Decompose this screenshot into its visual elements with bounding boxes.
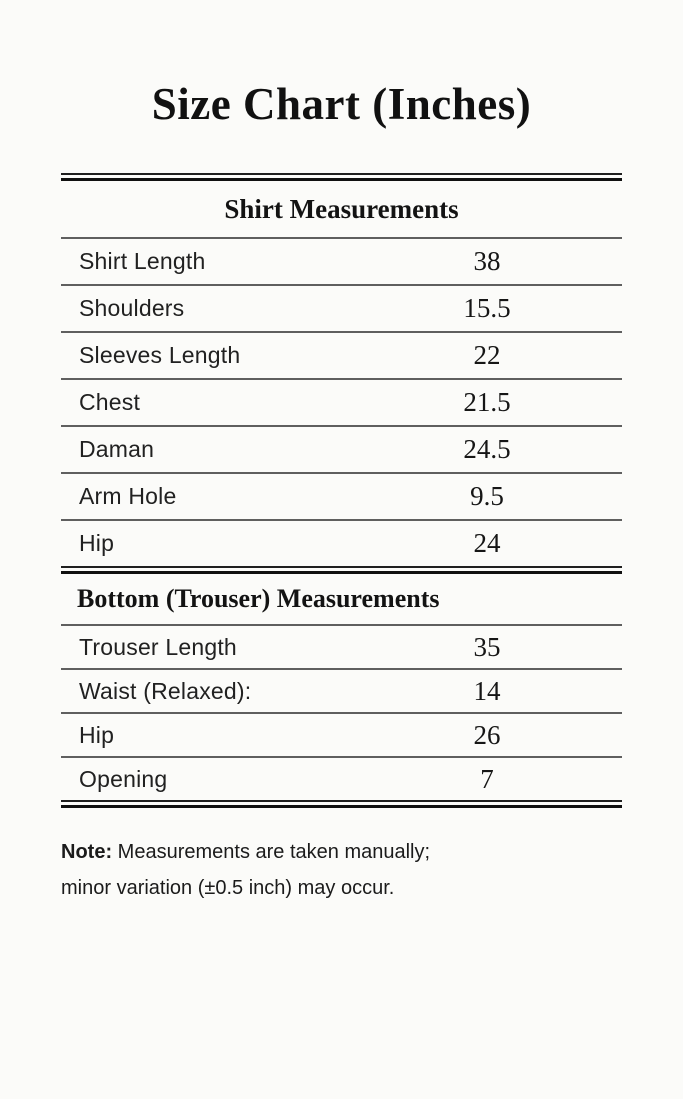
table-row-waist-relaxed bbox=[61, 670, 622, 712]
table-row-shirt-hip bbox=[61, 521, 622, 566]
row-value: 7 bbox=[480, 763, 494, 794]
divider-double-middle bbox=[61, 566, 622, 574]
table-row-shoulders bbox=[61, 286, 622, 331]
divider-line-thick bbox=[61, 805, 622, 808]
row-value: 38 bbox=[473, 246, 501, 276]
table-row-chest bbox=[61, 380, 622, 425]
page-title: Size Chart (Inches) bbox=[151, 79, 532, 129]
shirt-section-header: Shirt Measurements bbox=[224, 194, 459, 224]
row-value: 24 bbox=[473, 528, 501, 558]
row-label: Trouser Length bbox=[79, 633, 237, 660]
row-label: Daman bbox=[79, 436, 155, 462]
table-row-sleeves-length bbox=[61, 333, 622, 378]
trouser-section-header: Bottom (Trouser) Measurements bbox=[77, 584, 440, 613]
row-label: Arm Hole bbox=[79, 483, 177, 509]
divider-double-bottom bbox=[61, 800, 622, 808]
note bbox=[61, 834, 622, 906]
row-label: Shoulders bbox=[79, 295, 185, 321]
note-text-line2: minor variation (±0.5 inch) may occur. bbox=[61, 877, 395, 899]
row-label: Shirt Length bbox=[79, 248, 206, 274]
row-label: Hip bbox=[79, 721, 115, 748]
row-value: 14 bbox=[473, 675, 501, 706]
divider-line-thin bbox=[61, 566, 622, 568]
row-value: 35 bbox=[473, 631, 501, 662]
table-row-opening bbox=[61, 758, 622, 800]
row-value: 26 bbox=[473, 719, 501, 750]
row-label: Opening bbox=[79, 765, 168, 792]
divider-line-thin bbox=[61, 173, 622, 175]
row-value: 22 bbox=[473, 340, 501, 370]
divider-double-top bbox=[61, 173, 622, 181]
size-chart-page bbox=[0, 75, 683, 906]
row-value: 24.5 bbox=[463, 434, 511, 464]
row-label: Waist (Relaxed): bbox=[79, 677, 252, 704]
table-row-trouser-hip bbox=[61, 714, 622, 756]
row-value: 9.5 bbox=[470, 481, 504, 511]
row-value: 21.5 bbox=[463, 387, 511, 417]
row-value: 15.5 bbox=[463, 293, 511, 323]
note-label: Note: bbox=[61, 841, 113, 863]
table-row-daman bbox=[61, 427, 622, 472]
row-label: Hip bbox=[79, 530, 115, 556]
note-text-line1: Measurements are taken manually; bbox=[117, 841, 431, 863]
divider-line-thin bbox=[61, 800, 622, 802]
table-row-arm-hole bbox=[61, 474, 622, 519]
row-label: Sleeves Length bbox=[79, 342, 241, 368]
row-label: Chest bbox=[79, 389, 141, 415]
table-row-trouser-length bbox=[61, 626, 622, 668]
table-row-shirt-length bbox=[61, 239, 622, 284]
note-line-1 bbox=[61, 834, 622, 870]
